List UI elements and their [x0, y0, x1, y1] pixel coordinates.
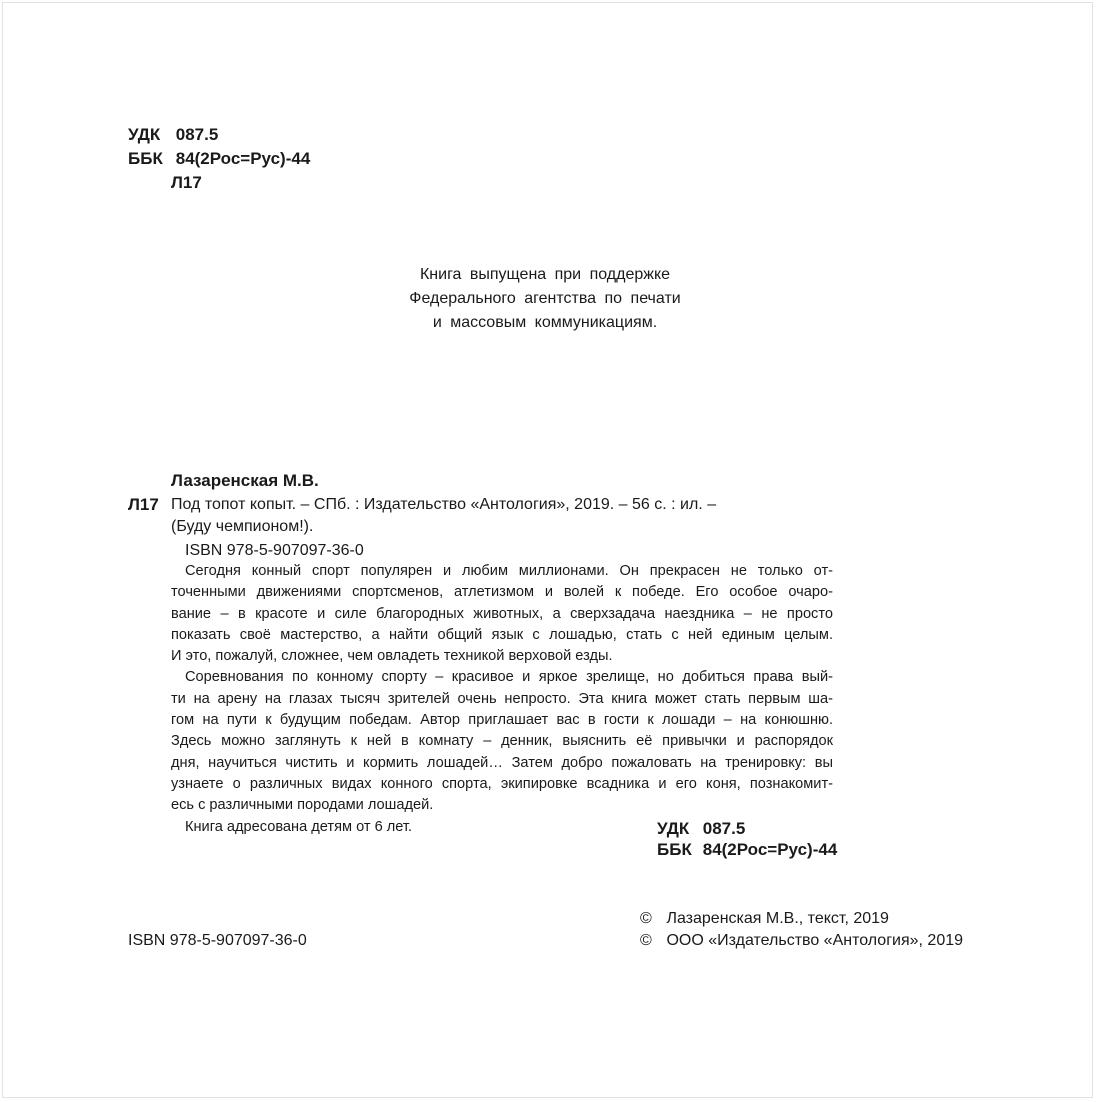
footer-isbn: ISBN 978-5-907097-36-0	[128, 932, 307, 949]
bottom-bbk-row	[657, 839, 837, 861]
annotation-line: вание – в красоте и силе благородных животных, а сверхзадача наездника – не просто	[171, 605, 833, 622]
bottom-udk-row	[657, 818, 745, 840]
annotation-line: ти на арену на глазах тысяч зрителей очень непросто. Эта книга может стать первым ша-	[171, 690, 833, 707]
top-bbk-row	[128, 148, 310, 170]
copyright-icon: ©	[640, 910, 652, 927]
top-udk-row	[128, 124, 218, 146]
support-line: Книга выпущена при поддержке	[419, 266, 671, 283]
support-line: и массовым коммуникациям.	[432, 314, 658, 331]
top-udk-value: 087.5	[175, 125, 219, 144]
annotation-line: Соревнования по конному спорту – красивое и яркое зрелище, но добиться права вый-	[185, 669, 833, 686]
copyright-publisher	[640, 930, 963, 952]
annotation-line: есь с различными породами лошадей.	[171, 797, 434, 814]
top-author-code: Л17	[171, 173, 202, 192]
annotation-line: гом на пути к будущим победам. Автор приглашает вас в гости к лошади – на конюшню.	[171, 712, 833, 729]
annotation	[171, 561, 833, 838]
annotation-line: дня, научиться чистить и кормить лошадей… Затем добро пожаловать на тренировку: вы	[171, 754, 833, 771]
copyright-author-text: Лазаренская М.В., текст, 2019	[666, 910, 889, 927]
bib-author-code: Л17	[128, 495, 159, 514]
bottom-bbk-value: 84(2Рос=Рус)-44	[702, 840, 838, 859]
support-line: Федерального агентства по печати	[409, 290, 681, 307]
copyright-publisher-text: ООО «Издательство «Антология», 2019	[666, 932, 964, 949]
annotation-line: узнаете о различных видах конного спорта, экипировке всадника и его коня, познакомит-	[171, 775, 833, 792]
annotation-line: Сегодня конный спорт популярен и любим миллионами. Он прекрасен не только от-	[185, 563, 833, 579]
annotation-line: точенными движениями спортсменов, атлетизмом и волей к победе. Его особое очаро-	[171, 584, 833, 601]
top-bbk-value: 84(2Рос=Рус)-44	[175, 149, 311, 168]
support-notice	[250, 263, 840, 335]
bib-isbn: ISBN 978-5-907097-36-0	[185, 542, 364, 559]
annotation-line: Книга адресована детям от 6 лет.	[185, 818, 413, 835]
author-name: Лазаренская М.В.	[171, 471, 319, 490]
copyright-icon: ©	[640, 932, 652, 949]
bottom-udk-label: УДК	[657, 819, 690, 838]
bib-series-line: (Буду чемпионом!).	[171, 518, 314, 535]
annotation-line: показать своё мастерство, а найти общий язык с лошадью, стать с ней единым целым.	[171, 626, 833, 643]
top-bbk-label: ББК	[128, 149, 163, 168]
annotation-line: И это, пожалуй, сложнее, чем овладеть техникой верховой езды.	[171, 648, 613, 665]
annotation-line: Здесь можно заглянуть к ней в комнату – денник, выяснить её привычки и распорядок	[171, 733, 833, 750]
bib-title-line: Под топот копыт. – СПб. : Издательство «Антология», 2019. – 56 с. : ил. –	[171, 496, 717, 513]
bottom-udk-value: 087.5	[702, 819, 746, 838]
copyright-author	[640, 908, 889, 930]
bottom-bbk-label: ББК	[657, 840, 692, 859]
top-udk-label: УДК	[128, 125, 161, 144]
